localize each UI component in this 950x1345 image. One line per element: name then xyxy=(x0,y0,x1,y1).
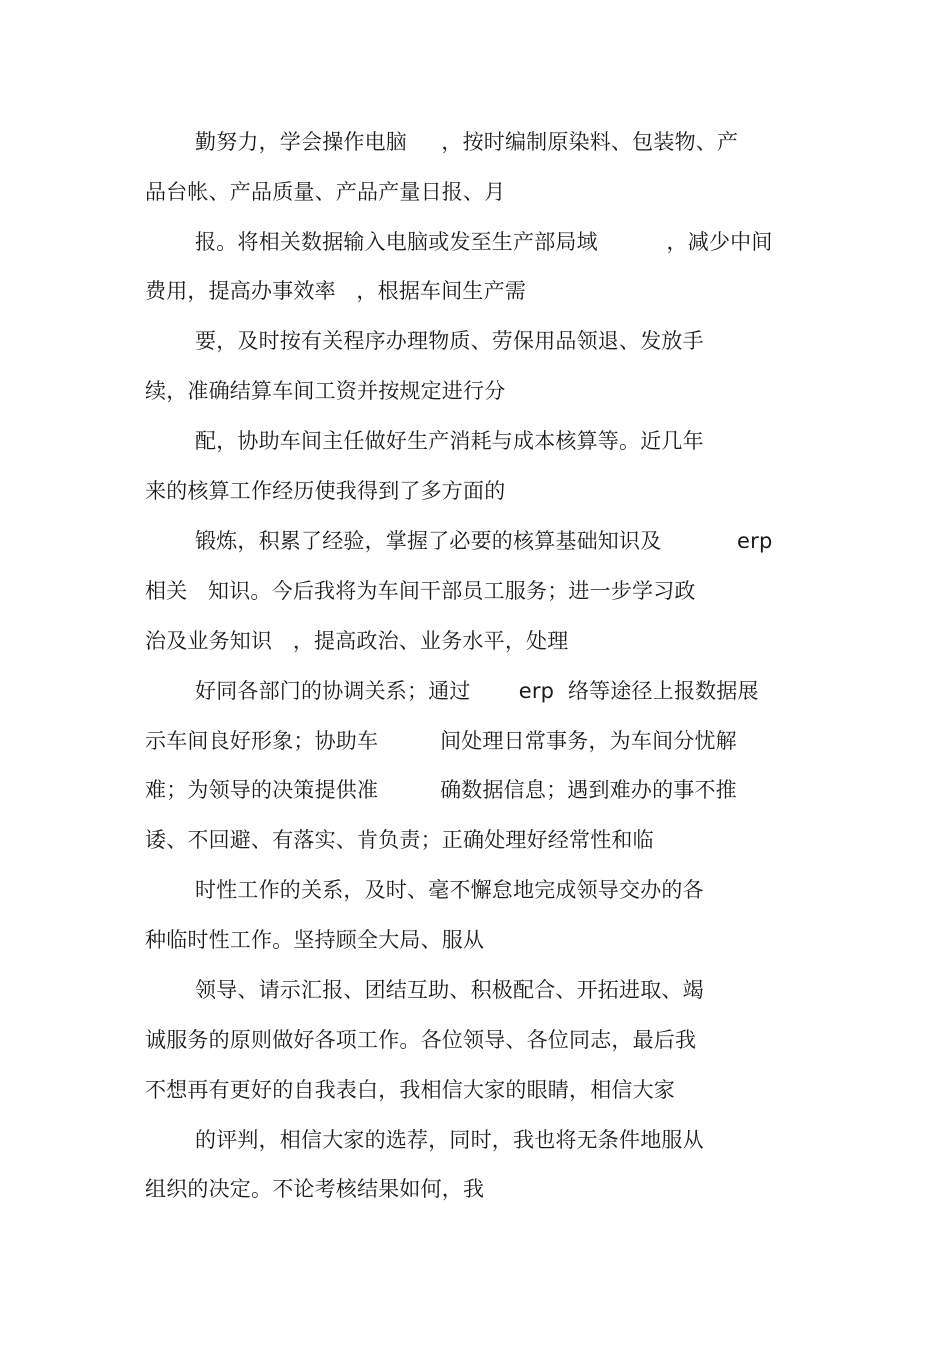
text-line: 报。将相关数据输入电脑或发至生产部局域 ，减少中间 xyxy=(195,230,773,254)
text-line: 要，及时按有关程序办理物质、劳保用品领退、发放手 xyxy=(195,329,704,353)
text-line: 示车间良好形象；协助车 间处理日常事务，为车间分忧解 xyxy=(145,729,737,753)
text-line: 诿、不回避、有落实、肯负责；正确处理好经常性和临 xyxy=(145,828,654,852)
text-line: 不想再有更好的自我表白，我相信大家的眼睛，相信大家 xyxy=(145,1078,675,1102)
text-line: 领导、请示汇报、团结互助、积极配合、开拓进取、竭 xyxy=(195,978,704,1002)
text-line: 种临时性工作。坚持顾全大局、服从 xyxy=(145,928,485,952)
text-line: 勤努力，学会操作电脑 ，按时编制原染料、包装物、产 xyxy=(195,130,739,154)
text-line: 锻炼，积累了经验，掌握了必要的核算基础知识及 erp xyxy=(195,529,773,553)
text-line: 诚服务的原则做好各项工作。各位领导、各位同志，最后我 xyxy=(145,1028,697,1052)
text-line: 时性工作的关系，及时、毫不懈怠地完成领导交办的各 xyxy=(195,878,704,902)
text-line: 相关 知识。今后我将为车间干部员工服务；进一步学习政 xyxy=(145,579,696,603)
text-line: 费用，提高办事效率 ，根据车间生产需 xyxy=(145,279,527,303)
text-line: 配，协助车间主任做好生产消耗与成本核算等。近几年 xyxy=(195,429,704,453)
text-line: 续，准确结算车间工资并按规定进行分 xyxy=(145,379,506,403)
text-line: 的评判，相信大家的选荐，同时，我也将无条件地服从 xyxy=(195,1128,704,1152)
text-line: 组织的决定。不论考核结果如何，我 xyxy=(145,1177,485,1201)
text-line: 好同各部门的协调关系；通过 erp 络等途径上报数据展 xyxy=(195,679,759,703)
text-line: 品台帐、产品质量、产品产量日报、月 xyxy=(145,180,506,204)
text-line: 来的核算工作经历使我得到了多方面的 xyxy=(145,479,506,503)
text-line: 治及业务知识 ，提高政治、业务水平，处理 xyxy=(145,629,569,653)
text-line: 难；为领导的决策提供准 确数据信息；遇到难办的事不推 xyxy=(145,778,737,802)
